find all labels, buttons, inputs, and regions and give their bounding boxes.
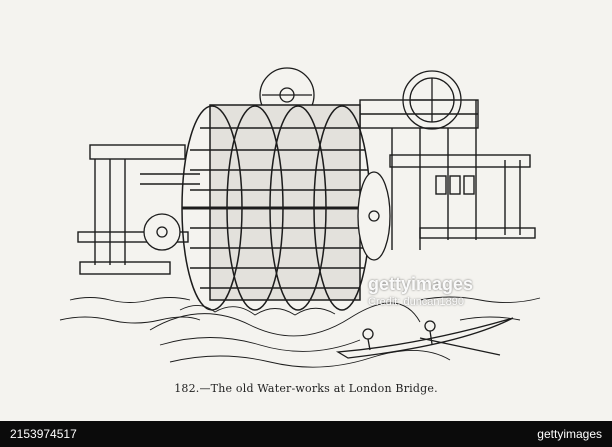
side-gear-right [358, 172, 390, 260]
side-gear-left [144, 214, 180, 250]
footer-brand: gettyimages [537, 427, 602, 441]
illustration-caption: 182.—The old Water-works at London Bridge. [174, 382, 438, 395]
watermark-credit: Credit: duncan1890 [368, 296, 465, 308]
stock-footer-bar [0, 421, 612, 447]
stock-watermark [368, 274, 508, 308]
watermark-brand: gettyimages [368, 274, 474, 294]
water-wheel [182, 105, 372, 310]
rowing-boat [338, 318, 513, 358]
stock-image-id: 2153974517 [10, 427, 77, 441]
